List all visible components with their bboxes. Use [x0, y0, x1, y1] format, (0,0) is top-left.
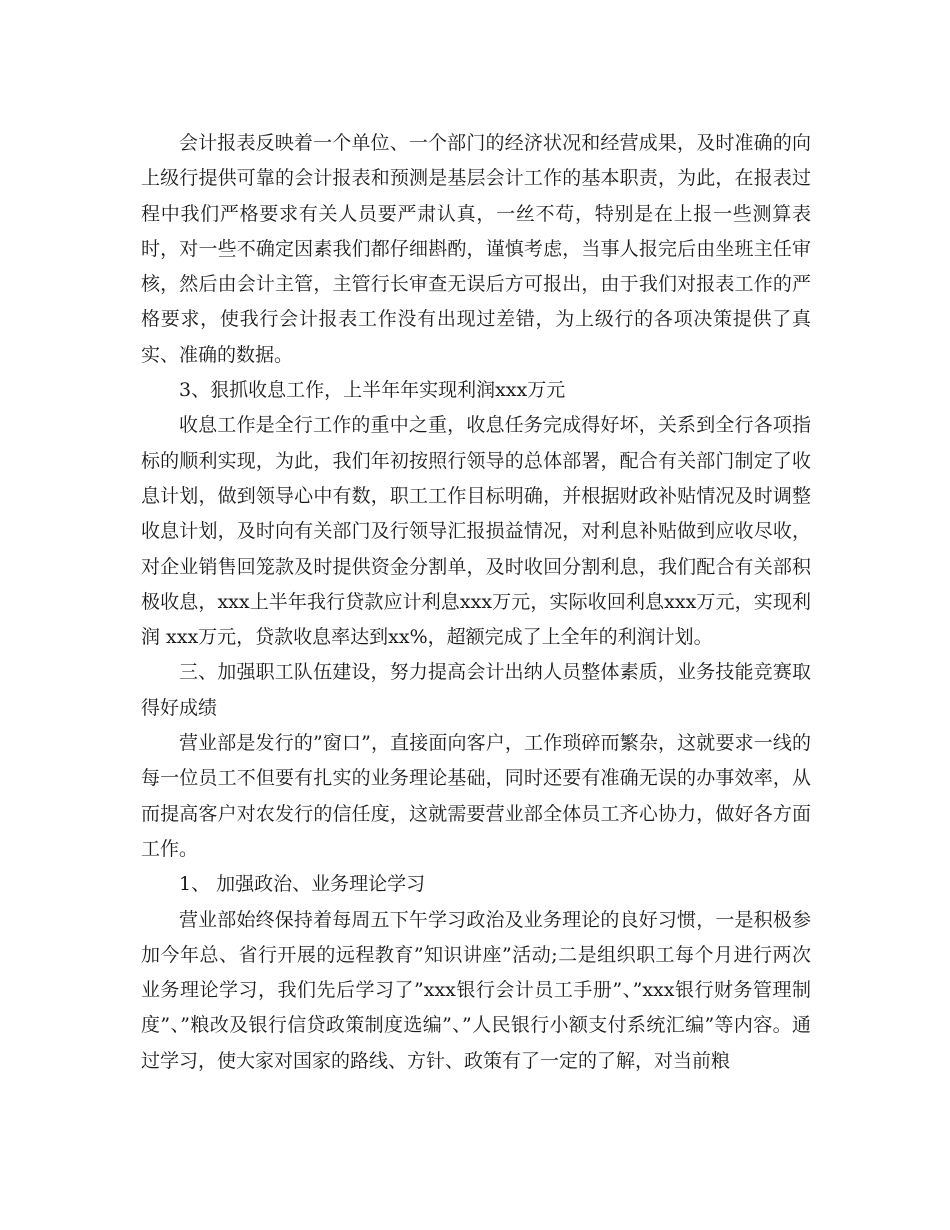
paragraph-business-department: 营业部是发行的”窗口”，直接面向客户，工作琐碎而繁杂，这就要求一线的每一位员工不但要有扎实的业务理论基础，同时还要有准确无误的办事效率，从而提高客户对农发行的信任度，这就需要营业部全体员工齐心协力，做好各方面工作。	[141, 732, 811, 860]
document-body	[141, 126, 811, 1079]
paragraph-interest-collection: 收息工作是全行工作的重中之重，收息任务完成得好坏，关系到全行各项指标的顺利实现，为此，我们年初按照行领导的总体部署，配合有关部门制定了收息计划，做到领导心中有数，职工工作目标明确，并根据财政补贴情况及时调整收息计划，及时向有关部门及行领导汇报损益情况，对利息补贴做到应收尽收，对企业销售回笼款及时提供资金分割单，及时收回分割利息，我们配合有关部积极收息，xxx上半年我行贷款应计利息xxx万元，实际收回利息xxx万元，实现利润 xxx万元，贷款收息率达到xx%，超额完成了上全年的利润计划。	[141, 414, 811, 649]
paragraph-accounting-reports: 会计报表反映着一个单位、一个部门的经济状况和经营成果，及时准确的向上级行提供可靠的会计报表和预测是基层会计工作的基本职责，为此，在报表过程中我们严格要求有关人员要严肃认真，一丝不苟，特别是在上报一些测算表时，对一些不确定因素我们都仔细斟酌，谨慎考虑，当事人报完后由坐班主任审核，然后由会计主管，主管行长审查无误后方可报出，由于我们对报表工作的严格要求，使我行会计报表工作没有出现过差错，为上级行的各项决策提供了真实、准确的数据。	[141, 132, 811, 366]
heading-interest-collection: 3、狠抓收息工作，上半年年实现利润xxx万元	[179, 379, 566, 402]
paragraph-study-habits: 营业部始终保持着每周五下午学习政治及业务理论的良好习惯，一是积极参加今年总、省行开展的远程教育”知识讲座”活动;二是组织职工每个月进行两次业务理论学习，我们先后学习了”xxx银行会计员工手册”、”xxx银行财务管理制度”、”粮改及银行信贷政策制度选编”、”人民银行小额支付系统汇编”等内容。通过学习，使大家对国家的路线、方针、政策有了一定的了解，对当前粮	[141, 908, 811, 1072]
heading-political-study: 1、 加强政治、业务理论学习	[179, 873, 426, 896]
heading-staff-building: 三、加强职工队伍建设，努力提高会计出纳人员整体素质，业务技能竞赛取得好成绩	[141, 661, 811, 719]
